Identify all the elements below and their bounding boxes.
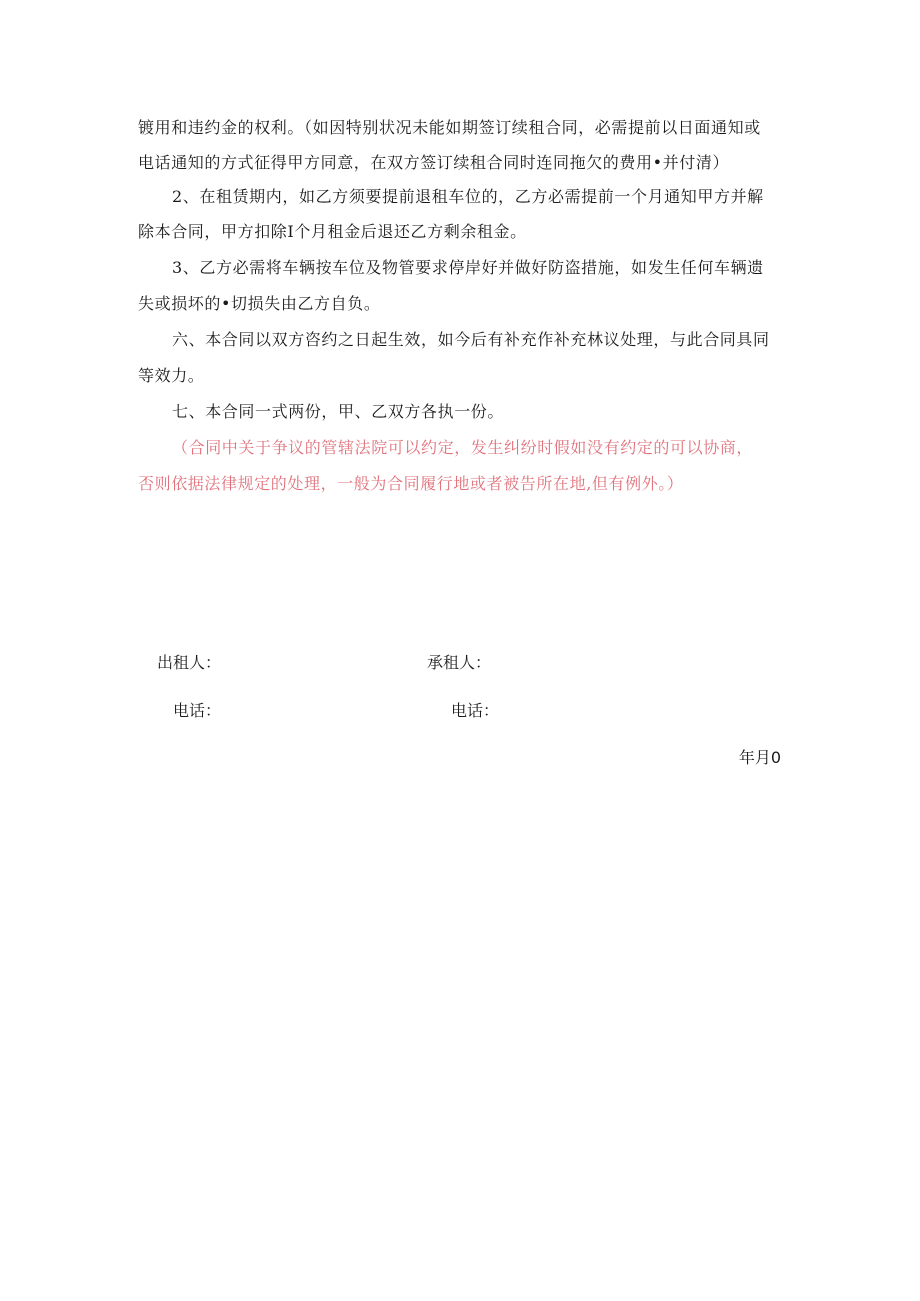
section-6-line: 六、本合同以双方咨约之日起生效，如今后有补充作补充林议处理，与此合同具同 <box>172 330 770 349</box>
section-7-line: 七、本合同一式两份，甲、乙双方各执一份。 <box>172 402 505 421</box>
red-note-line: （合同中关于争议的管辖法院可以约定，发生纠纷时假如没有约定的可以协商， <box>172 438 754 457</box>
lessor-label: 出租人： <box>157 653 222 672</box>
lessee-label: 承租人： <box>427 653 492 672</box>
clause-2-line: 2、在租赁期内，如乙方须要提前退租车位的，乙方必需提前一个月通知甲方并解 <box>172 187 764 206</box>
clause-3-line: 3、乙方必需将车辆按车位及物管要求停岸好并做好防盗措施，如发生任何车辆遗 <box>172 258 764 277</box>
paragraph-line: 镀用和违约金的权利。（如因特别状况未能如期签订续租合同，必需提前以日面通知或 <box>138 118 761 137</box>
paragraph-line: 电话通知的方式征得甲方同意，在双方签订续租合同时连同拖欠的费用•并付清） <box>138 153 730 172</box>
clause-3-line: 失或损坏的•切损失由乙方自负。 <box>138 294 381 313</box>
clause-2-line: 除本合同，甲方扣除I个月租金后退还乙方剩余租金。 <box>138 222 527 241</box>
date-line: 年月0 <box>738 748 781 767</box>
section-6-line: 等效力。 <box>138 366 205 385</box>
lessee-phone-label: 电话： <box>451 701 500 720</box>
red-note-line: 否则依据法律规定的处理，一般为合同履行地或者被告所在地,但有例外。） <box>138 474 684 493</box>
lessor-phone-label: 电话： <box>173 701 222 720</box>
